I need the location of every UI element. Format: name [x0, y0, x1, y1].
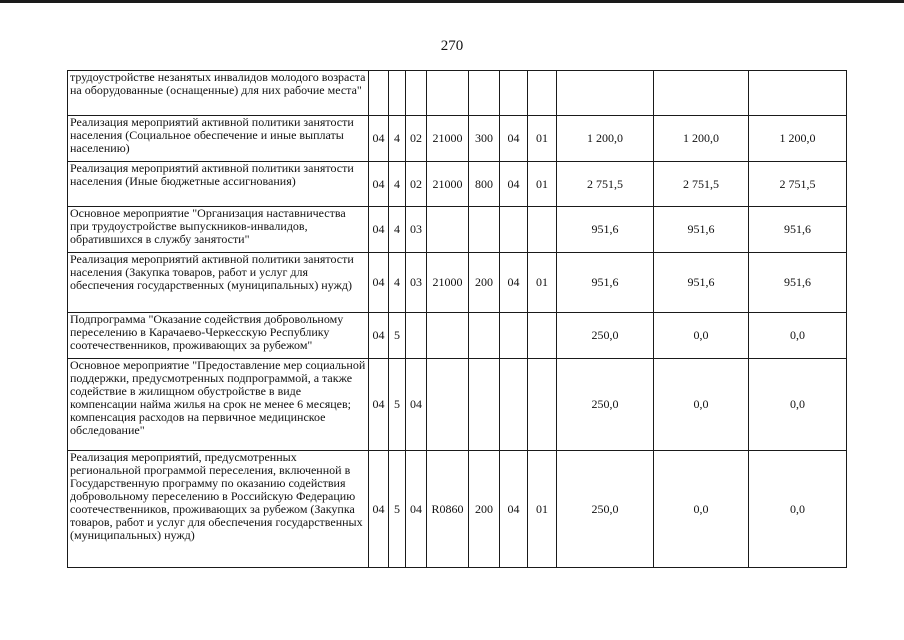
amount-year-2: 0,0 — [654, 313, 749, 359]
table-body — [68, 71, 847, 568]
code-column-4 — [427, 207, 469, 253]
code-column-4 — [427, 71, 469, 116]
amount-year-2: 0,0 — [654, 359, 749, 451]
amount-year-1: 1 200,0 — [557, 116, 654, 162]
code-column-1: 04 — [369, 313, 389, 359]
code-column-3 — [406, 313, 427, 359]
table-row — [68, 253, 847, 313]
amount-year-3 — [749, 71, 847, 116]
code-column-4: 21000 — [427, 162, 469, 207]
code-column-5: 200 — [469, 253, 500, 313]
code-column-7 — [528, 359, 557, 451]
code-column-1: 04 — [369, 451, 389, 568]
top-rule — [0, 0, 904, 3]
amount-year-3: 951,6 — [749, 207, 847, 253]
amount-year-1 — [557, 71, 654, 116]
code-column-2: 4 — [389, 207, 406, 253]
amount-year-1: 951,6 — [557, 207, 654, 253]
code-column-1: 04 — [369, 359, 389, 451]
code-column-6 — [500, 359, 528, 451]
amount-year-1: 951,6 — [557, 253, 654, 313]
code-column-3: 02 — [406, 162, 427, 207]
table-row — [68, 359, 847, 451]
row-description: Реализация мероприятий активной политики занятости населения (Социальное обеспечение и иные выплаты населению) — [68, 116, 369, 162]
amount-year-2: 0,0 — [654, 451, 749, 568]
amount-year-3: 0,0 — [749, 451, 847, 568]
amount-year-3: 2 751,5 — [749, 162, 847, 207]
row-description: Реализация мероприятий активной политики занятости населения (Закупка товаров, работ и услуг для обеспечения государственных (муниципальных) нужд) — [68, 253, 369, 313]
code-column-5 — [469, 313, 500, 359]
code-column-6 — [500, 207, 528, 253]
code-column-6: 04 — [500, 162, 528, 207]
amount-year-2: 951,6 — [654, 207, 749, 253]
code-column-2: 5 — [389, 451, 406, 568]
code-column-1 — [369, 71, 389, 116]
code-column-5 — [469, 71, 500, 116]
code-column-4 — [427, 359, 469, 451]
amount-year-1: 250,0 — [557, 359, 654, 451]
code-column-5 — [469, 359, 500, 451]
code-column-5 — [469, 207, 500, 253]
code-column-2: 4 — [389, 116, 406, 162]
code-column-1: 04 — [369, 116, 389, 162]
amount-year-1: 250,0 — [557, 313, 654, 359]
code-column-7: 01 — [528, 116, 557, 162]
row-description: Основное мероприятие "Организация наставничества при трудоустройстве выпускников-инвалидов, обратившихся в службу занятости" — [68, 207, 369, 253]
budget-table — [67, 70, 847, 568]
table-row — [68, 451, 847, 568]
code-column-4: R0860 — [427, 451, 469, 568]
row-description: Реализация мероприятий, предусмотренных региональной программой переселения, включенной в Государственную программу по оказанию содействия добровольному переселению в Российскую Федерацию соотечественников, проживающих за рубежом (Закупка товаров, работ и услуг для обеспечения государственных (муниципальных) нужд) — [68, 451, 369, 568]
amount-year-1: 250,0 — [557, 451, 654, 568]
code-column-6 — [500, 71, 528, 116]
code-column-2: 4 — [389, 253, 406, 313]
code-column-4: 21000 — [427, 253, 469, 313]
code-column-6: 04 — [500, 116, 528, 162]
amount-year-2: 951,6 — [654, 253, 749, 313]
code-column-7 — [528, 207, 557, 253]
code-column-6: 04 — [500, 451, 528, 568]
table-row — [68, 313, 847, 359]
amount-year-1: 2 751,5 — [557, 162, 654, 207]
code-column-4: 21000 — [427, 116, 469, 162]
code-column-2: 5 — [389, 359, 406, 451]
code-column-3: 02 — [406, 116, 427, 162]
code-column-7: 01 — [528, 162, 557, 207]
amount-year-3: 0,0 — [749, 359, 847, 451]
amount-year-2: 2 751,5 — [654, 162, 749, 207]
code-column-7: 01 — [528, 253, 557, 313]
code-column-7 — [528, 313, 557, 359]
row-description: Реализация мероприятий активной политики занятости населения (Иные бюджетные ассигнования) — [68, 162, 369, 207]
code-column-3: 04 — [406, 359, 427, 451]
code-column-1: 04 — [369, 162, 389, 207]
table-row — [68, 162, 847, 207]
code-column-2 — [389, 71, 406, 116]
amount-year-3: 1 200,0 — [749, 116, 847, 162]
amount-year-2 — [654, 71, 749, 116]
code-column-5: 800 — [469, 162, 500, 207]
table-row — [68, 71, 847, 116]
code-column-2: 4 — [389, 162, 406, 207]
table-row — [68, 207, 847, 253]
code-column-6 — [500, 313, 528, 359]
row-description: трудоустройстве незанятых инвалидов молодого возраста на оборудованные (оснащенные) для них рабочие места" — [68, 71, 369, 116]
code-column-3: 03 — [406, 207, 427, 253]
code-column-3: 03 — [406, 253, 427, 313]
amount-year-3: 0,0 — [749, 313, 847, 359]
code-column-4 — [427, 313, 469, 359]
page-number: 270 — [440, 38, 464, 54]
code-column-5: 200 — [469, 451, 500, 568]
code-column-7: 01 — [528, 451, 557, 568]
code-column-7 — [528, 71, 557, 116]
code-column-5: 300 — [469, 116, 500, 162]
row-description: Подпрограмма "Оказание содействия добровольному переселению в Карачаево-Черкесскую Республику соотечественников, проживающих за рубежом" — [68, 313, 369, 359]
table-row — [68, 116, 847, 162]
code-column-3 — [406, 71, 427, 116]
row-description: Основное мероприятие "Предоставление мер социальной поддержки, предусмотренных подпрограммой, а также содействие в жилищном обустройстве в виде компенсации найма жилья на срок не менее 6 месяцев; компенсация расходов на первичное медицинское обследование" — [68, 359, 369, 451]
code-column-6: 04 — [500, 253, 528, 313]
code-column-1: 04 — [369, 207, 389, 253]
amount-year-2: 1 200,0 — [654, 116, 749, 162]
code-column-2: 5 — [389, 313, 406, 359]
amount-year-3: 951,6 — [749, 253, 847, 313]
code-column-3: 04 — [406, 451, 427, 568]
code-column-1: 04 — [369, 253, 389, 313]
